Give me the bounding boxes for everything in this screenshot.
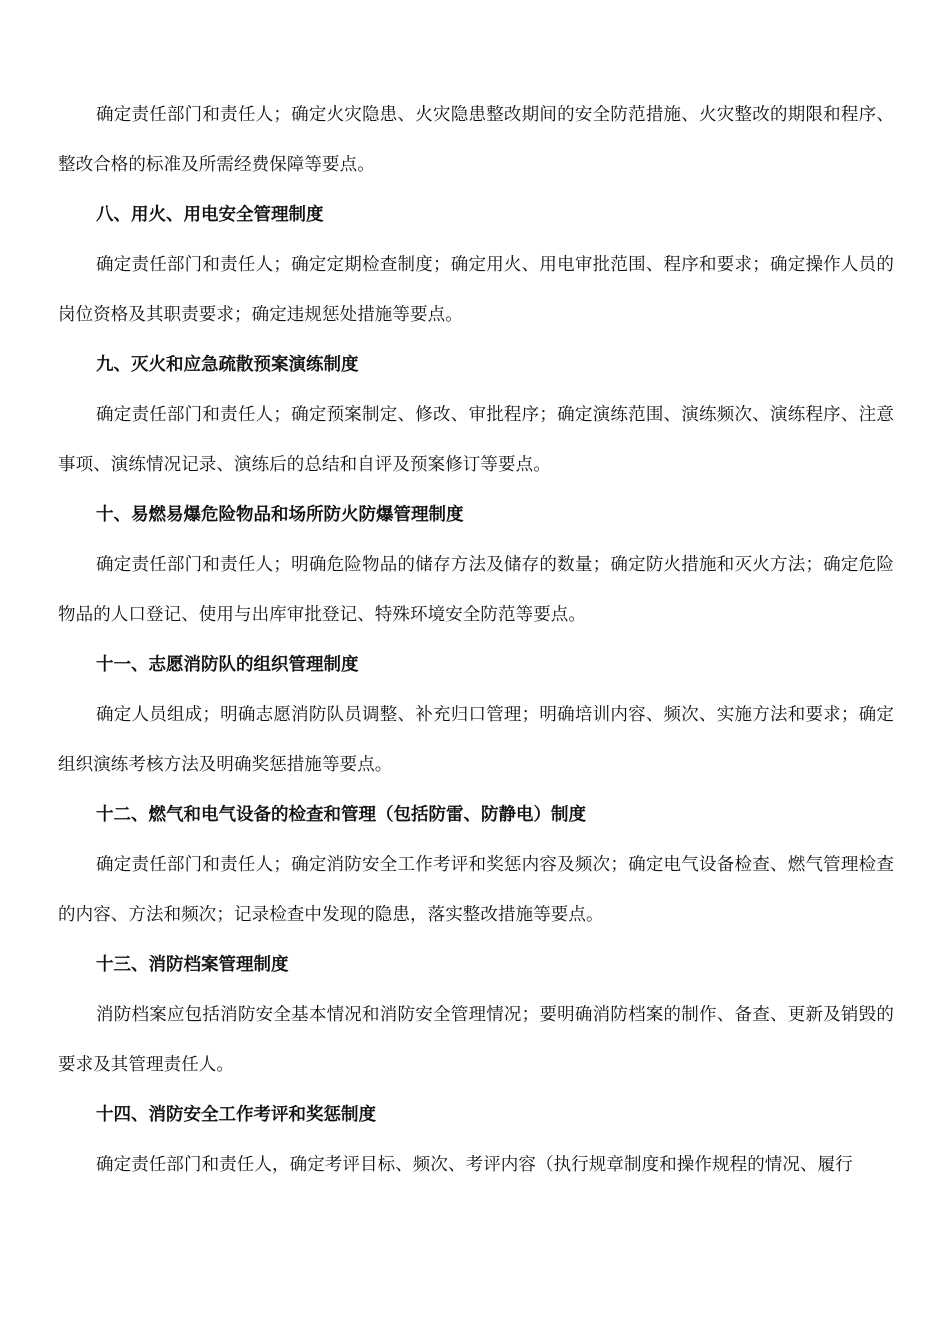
paragraph-hazard-rectification: 确定责任部门和责任人；确定火灾隐患、火灾隐患整改期间的安全防范措施、火灾整改的期限和程序、整改合格的标准及所需经费保障等要点。 (58, 105, 894, 175)
section-heading-9: 九、灭火和应急疏散预案演练制度 (96, 355, 359, 375)
section-heading-10: 十、易燃易爆危险物品和场所防火防爆管理制度 (96, 505, 464, 525)
section-heading-8: 八、用火、用电安全管理制度 (96, 205, 324, 225)
paragraph-section-14: 确定责任部门和责任人，确定考评目标、频次、考评内容（执行规章制度和操作规程的情况、履行 (96, 1155, 853, 1175)
paragraph-section-12: 确定责任部门和责任人；确定消防安全工作考评和奖惩内容及频次；确定电气设备检查、燃气管理检查的内容、方法和频次；记录检查中发现的隐患，落实整改措施等要点。 (58, 855, 894, 925)
section-heading-14: 十四、消防安全工作考评和奖惩制度 (96, 1105, 376, 1125)
section-heading-12: 十二、燃气和电气设备的检查和管理（包括防雷、防静电）制度 (96, 805, 586, 825)
document-body (58, 90, 894, 1190)
section-heading-13: 十三、消防档案管理制度 (96, 955, 289, 975)
paragraph-section-8: 确定责任部门和责任人；确定定期检查制度；确定用火、用电审批范围、程序和要求；确定操作人员的岗位资格及其职责要求；确定违规惩处措施等要点。 (58, 255, 894, 325)
paragraph-section-10: 确定责任部门和责任人；明确危险物品的储存方法及储存的数量；确定防火措施和灭火方法；确定危险物品的人口登记、使用与出库审批登记、特殊环境安全防范等要点。 (58, 555, 894, 625)
paragraph-section-13: 消防档案应包括消防安全基本情况和消防安全管理情况；要明确消防档案的制作、备查、更新及销毁的要求及其管理责任人。 (58, 1005, 894, 1075)
paragraph-section-11: 确定人员组成；明确志愿消防队员调整、补充归口管理；明确培训内容、频次、实施方法和要求；确定组织演练考核方法及明确奖惩措施等要点。 (58, 705, 894, 775)
paragraph-section-9: 确定责任部门和责任人；确定预案制定、修改、审批程序；确定演练范围、演练频次、演练程序、注意事项、演练情况记录、演练后的总结和自评及预案修订等要点。 (58, 405, 894, 475)
section-heading-11: 十一、志愿消防队的组织管理制度 (96, 655, 359, 675)
